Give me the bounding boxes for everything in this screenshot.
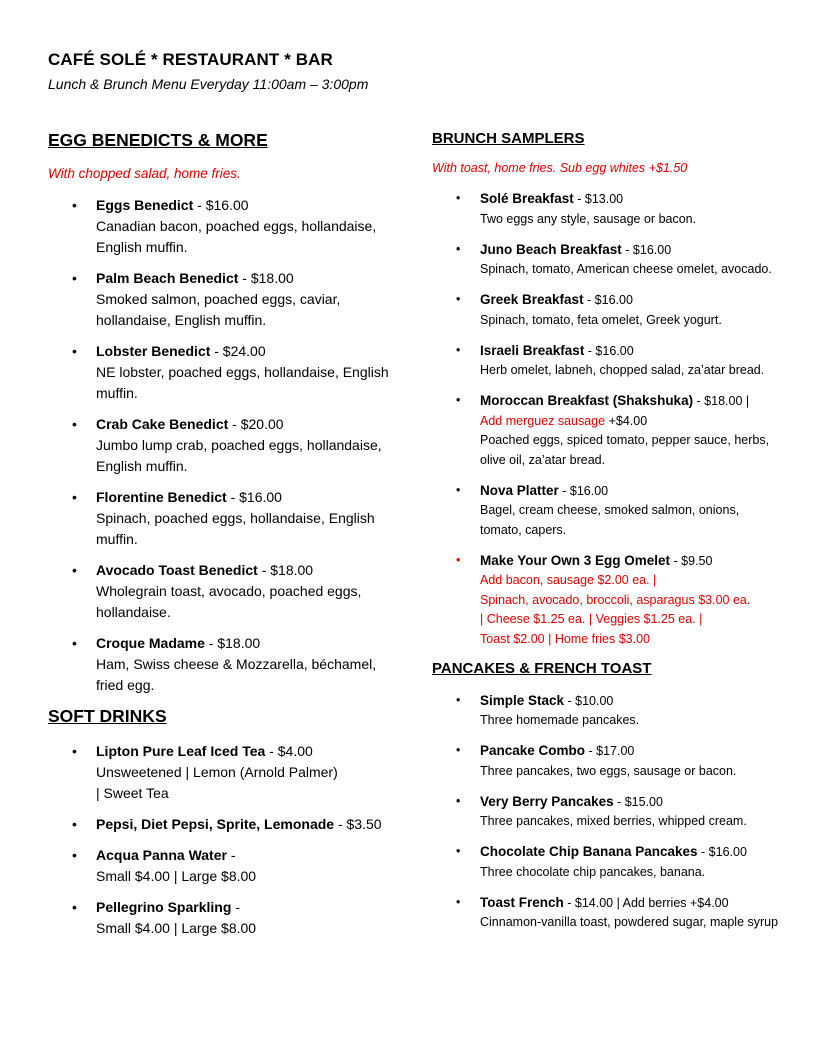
item-description: Herb omelet, labneh, chopped salad, za’atar bread.: [480, 363, 765, 377]
item-price: - $16.00: [697, 845, 747, 859]
item-price: - $18.00 |: [693, 394, 750, 408]
list-item: [480, 691, 782, 731]
item-option-line: Spinach, avocado, broccoli, asparagus $3.00 ea.: [480, 592, 751, 607]
right-column: [432, 130, 782, 943]
item-description: Small $4.00 | Large $8.00: [96, 920, 257, 936]
item-name: Juno Beach Breakfast: [480, 241, 622, 257]
item-name: Make Your Own 3 Egg Omelet: [480, 552, 671, 568]
item-description: | Sweet Tea: [96, 785, 169, 801]
list-item: [96, 195, 393, 258]
list-item: [96, 341, 393, 404]
item-name: Pepsi, Diet Pepsi, Sprite, Lemonade: [96, 816, 335, 832]
section-title-pancakes: PANCAKES & FRENCH TOAST: [432, 659, 652, 677]
item-name: Greek Breakfast: [480, 292, 584, 307]
item-price: -: [226, 847, 236, 863]
item-description: Smoked salmon, poached eggs, caviar, hollandaise, English muffin.: [96, 291, 341, 328]
list-item: [96, 814, 393, 835]
item-description: Jumbo lump crab, poached eggs, hollandaise, English muffin.: [96, 437, 382, 474]
item-price: - $16.00: [584, 343, 634, 358]
item-description: Canadian bacon, poached eggs, hollandaise, English muffin.: [96, 218, 377, 255]
list-item: [96, 845, 393, 887]
item-price: - $16.00: [558, 483, 609, 498]
item-description: Small $4.00 | Large $8.00: [96, 868, 257, 884]
item-name: Avocado Toast Benedict: [96, 562, 258, 578]
list-item: [480, 893, 782, 933]
item-price: - $4.00: [265, 743, 313, 759]
item-name: Chocolate Chip Banana Pancakes: [480, 844, 698, 859]
item-price: - $16.00: [621, 242, 672, 257]
list-item: [96, 268, 393, 331]
list-item: [480, 391, 782, 470]
item-price: - $15.00: [613, 794, 663, 809]
item-name: Very Berry Pancakes: [480, 793, 614, 809]
item-option-line: Toast $2.00 | Home fries $3.00: [480, 631, 651, 646]
item-price: - $18.00: [238, 270, 294, 286]
item-price: - $16.00: [226, 489, 282, 505]
item-description: Spinach, tomato, American cheese omelet, avocado.: [480, 262, 772, 276]
list-item: [480, 792, 782, 832]
list-item: [480, 551, 782, 650]
item-option-line: Add bacon, sausage $2.00 ea. |: [480, 573, 657, 587]
list-item: [96, 897, 393, 939]
list-item: [480, 842, 782, 882]
list-item: [480, 290, 782, 330]
item-name: Moroccan Breakfast (Shakshuka): [480, 393, 694, 408]
item-price: - $20.00: [228, 416, 284, 432]
item-description: Ham, Swiss cheese & Mozzarella, béchamel, fried egg.: [96, 656, 377, 693]
item-description: Unsweetened | Lemon (Arnold Palmer): [96, 764, 338, 780]
list-item: [96, 414, 393, 477]
item-description: Bagel, cream cheese, smoked salmon, onions, tomato, capers.: [480, 503, 740, 537]
item-name: Lobster Benedict: [96, 343, 211, 359]
item-description: Three pancakes, mixed berries, whipped cream.: [480, 814, 747, 828]
item-price: - $18.00: [204, 635, 261, 651]
item-description: Three chocolate chip pancakes, banana.: [480, 864, 706, 879]
item-name: Israeli Breakfast: [480, 342, 585, 358]
item-name: Eggs Benedict: [96, 197, 194, 213]
item-description: Three homemade pancakes.: [480, 713, 640, 727]
list-item: [480, 741, 782, 781]
list-item: [96, 741, 393, 804]
list-item: [96, 560, 393, 623]
list-item: [96, 633, 393, 696]
item-description: NE lobster, poached eggs, hollandaise, English muffin.: [96, 364, 389, 401]
item-price: - $3.50: [334, 816, 382, 832]
item-addon: Add merguez sausage: [480, 413, 606, 428]
restaurant-title: CAFÉ SOLÉ * RESTAURANT * BAR: [48, 50, 333, 69]
item-price: - $16.00: [193, 197, 249, 213]
egg-benedicts-list: [48, 195, 393, 696]
item-price: - $14.00 | Add berries +$4.00: [563, 895, 729, 910]
item-description: Poached eggs, spiced tomato, pepper sauce, herbs, olive oil, za’atar bread.: [480, 433, 770, 467]
item-description: Spinach, poached eggs, hollandaise, English muffin.: [96, 510, 375, 547]
menu-subtitle: Lunch & Brunch Menu Everyday 11:00am – 3:00pm: [48, 76, 369, 92]
item-name: Lipton Pure Leaf Iced Tea: [96, 743, 266, 759]
list-item: [480, 481, 782, 541]
item-name: Pancake Combo: [480, 743, 586, 758]
section-title-soft-drinks: SOFT DRINKS: [48, 706, 167, 726]
item-description: Three pancakes, two eggs, sausage or bacon.: [480, 763, 737, 778]
brunch-samplers-list: [432, 189, 782, 649]
item-price: - $10.00: [564, 693, 614, 708]
section-title-egg-benedicts: EGG BENEDICTS & MORE: [48, 130, 268, 150]
item-description: Wholegrain toast, avocado, poached eggs, hollandaise.: [96, 583, 362, 620]
item-option-line: | Cheese $1.25 ea. | Veggies $1.25 ea. |: [480, 612, 703, 626]
menu-header: [48, 50, 768, 92]
item-name: Crab Cake Benedict: [96, 416, 229, 432]
item-name: Florentine Benedict: [96, 489, 227, 505]
list-item: [480, 189, 782, 229]
section-note-brunch-samplers: With toast, home fries. Sub egg whites +$1.50: [432, 161, 688, 175]
section-title-brunch-samplers: BRUNCH SAMPLERS: [432, 130, 585, 147]
pancakes-list: [432, 691, 782, 933]
item-price: -: [231, 899, 240, 915]
item-price: - $24.00: [210, 343, 266, 359]
left-column: [48, 130, 393, 949]
item-description: Two eggs any style, sausage or bacon.: [480, 211, 697, 226]
item-name: Pellegrino Sparkling: [96, 899, 232, 915]
item-addon-price: +$4.00: [605, 413, 648, 428]
item-description: Spinach, tomato, feta omelet, Greek yogurt.: [480, 312, 722, 327]
section-note-egg-benedicts: With chopped salad, home fries.: [48, 166, 241, 181]
item-price: - $17.00: [585, 744, 635, 758]
item-name: Palm Beach Benedict: [96, 270, 239, 286]
list-item: [96, 487, 393, 550]
item-description: Cinnamon-vanilla toast, powdered sugar, maple syrup: [480, 915, 779, 929]
item-price: - $13.00: [573, 192, 624, 206]
list-item: [480, 240, 782, 280]
item-name: Solé Breakfast: [480, 191, 574, 206]
item-name: Croque Madame: [96, 635, 205, 651]
item-name: Toast French: [480, 894, 564, 910]
item-name: Nova Platter: [480, 482, 559, 498]
soft-drinks-list: [48, 741, 393, 939]
item-name: Acqua Panna Water: [96, 847, 227, 863]
item-price: - $9.50: [670, 553, 713, 568]
list-item: [480, 341, 782, 381]
item-price: - $18.00: [257, 562, 314, 578]
item-price: - $16.00: [583, 293, 633, 307]
item-name: Simple Stack: [480, 692, 565, 708]
